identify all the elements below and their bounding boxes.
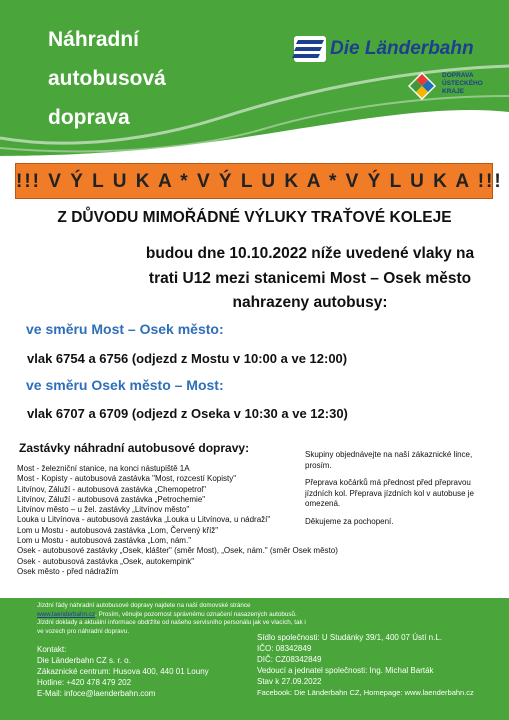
notes	[305, 450, 495, 534]
closure-banner: !!! V Ý L U K A * V Ý L U K A * V Ý L U K A !!!	[15, 163, 493, 199]
stops-list	[17, 464, 338, 577]
lead-line: budou dne 10.10.2022 níže uvedené vlaky na	[145, 245, 475, 262]
company-line: IČO: 08342849	[257, 644, 312, 653]
region-logo-icon	[406, 70, 438, 102]
company-line: DIČ: CZ08342849	[257, 655, 322, 664]
page-title	[48, 20, 166, 137]
list-item: Lom u Mostu - autobusová zastávka „Lom, Červený kříž"	[17, 525, 219, 535]
stops-title: Zastávky náhradní autobusové dopravy:	[19, 441, 250, 455]
list-item: Litvínov město – u žel. zastávky „Litvínov město"	[17, 505, 190, 515]
note-paragraph: Přeprava kočárků má přednost před přepravou jízdních kol. Přeprava jízdních kol v autobuse je omezená.	[305, 478, 474, 508]
title-line: doprava	[48, 106, 130, 129]
lead-line: nahrazeny autobusy:	[232, 294, 388, 311]
note-paragraph: Skupiny objednávejte na naší zákaznické lince, prosím.	[305, 450, 473, 470]
company-info	[257, 632, 474, 698]
direction-label: ve směru Osek město – Most:	[26, 377, 224, 393]
brand-name: Die Länderbahn	[330, 38, 474, 59]
homepage-link[interactable]: www.laenderbahn.cz	[37, 610, 96, 618]
note-paragraph: Děkujeme za pochopení.	[305, 516, 394, 526]
train-info: vlak 6707 a 6709 (odjezd z Oseka v 10:30 a ve 12:30)	[27, 406, 348, 421]
list-item: Lom u Mostu - autobusová zastávka „Lom, nám."	[17, 536, 192, 546]
list-item: Osek - autobusové zastávky „Osek, klášter" (směr Most), „Osek, nám." (směr Osek město)	[17, 546, 338, 556]
company-line: Sídlo společnosti: U Studánky 39/1, 400 07 Ústí n.L.	[257, 633, 442, 642]
list-item: Most - Kopisty - autobusová zastávka "Most, rozcestí Kopisty"	[17, 474, 237, 484]
footer-note: Jízdní řády náhradní autobusové dopravy najdete na naší domovské stránce www.laenderbahn.cz. Prosím, věnujte pozornost správnému označení nasazených autobusů. Jízdní doklady a aktuální informace obdržíte od našeho servisního personálu jak ve vlacích, tak i ve vozech pro náhradní dopravu.	[37, 602, 306, 635]
region-logo-text: DOPRAVA ÚSTECKÉHO KRAJE	[442, 72, 483, 95]
list-item: Osek - autobusová zastávka „Osek, autokempink"	[17, 556, 195, 566]
list-item: Litvínov, Záluží - autobusová zastávka „Petrochemie"	[17, 494, 206, 504]
list-item: Louka u Litvínova - autobusová zastávka „Louka u Litvínova, u nádraží"	[17, 515, 271, 525]
contact-block	[37, 644, 209, 699]
header	[0, 0, 509, 160]
contact-line: Die Länderbahn CZ s. r. o.	[37, 656, 131, 665]
list-item: Most - železniční stanice, na konci nástupiště 1A	[17, 464, 190, 473]
reason-heading: Z DŮVODU MIMOŘÁDNÉ VÝLUKY TRAŤOVÉ KOLEJE	[57, 209, 452, 226]
contact-line: Kontakt:	[37, 645, 67, 654]
contact-line: Hotline: +420 478 479 202	[37, 678, 132, 687]
company-line: Vedoucí a jednatel společnosti: Ing. Michal Barták	[257, 666, 434, 675]
list-item: Osek město - před nádražím	[17, 566, 119, 576]
brand-logo	[288, 34, 503, 68]
brand-logo-icon	[288, 34, 328, 64]
lead-line: trati U12 mezi stanicemi Most – Osek město	[148, 269, 472, 287]
footer	[0, 598, 509, 720]
company-line: Facebook: Die Länderbahn CZ, Homepage: www.laenderbahn.cz	[257, 688, 474, 697]
contact-email: E-Mail: infoce@laenderbahn.com	[37, 689, 156, 698]
title-line: autobusová	[48, 67, 166, 90]
company-line: Stav k 27.09.2022	[257, 677, 322, 686]
train-info: vlak 6754 a 6756 (odjezd z Mostu v 10:00 a ve 12:00)	[27, 351, 348, 366]
region-logo	[406, 70, 501, 106]
direction-label: ve směru Most – Osek město:	[26, 321, 224, 337]
contact-line: Zákaznické centrum: Husova 400, 440 01 Louny	[37, 667, 209, 676]
lead-text	[140, 242, 480, 316]
list-item: Litvínov, Záluží - autobusová zastávka „Chemopetrol"	[17, 484, 207, 494]
title-line: Náhradní	[48, 28, 140, 51]
